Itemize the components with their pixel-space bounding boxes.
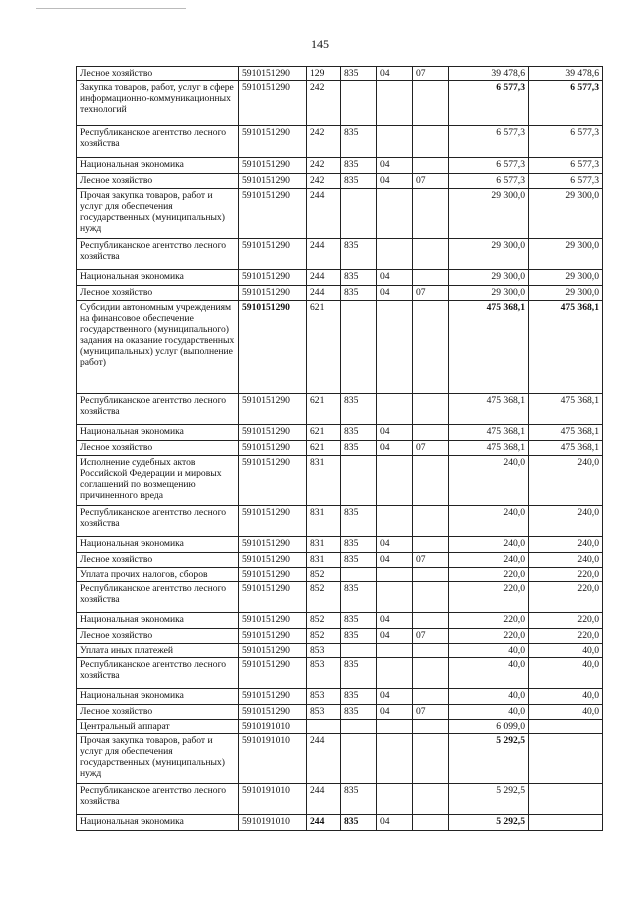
target-code-cell: 5910151290 (239, 189, 307, 239)
expense-type-cell: 244 (307, 270, 341, 286)
table-row (77, 734, 603, 784)
table-row (77, 613, 603, 629)
amount-next-cell: 240,0 (529, 537, 603, 553)
ministry-code-cell: 835 (341, 705, 377, 720)
row-name-cell: Республиканское агентство лесного хозяйства (77, 784, 239, 815)
section-code-cell: 04 (377, 441, 413, 456)
row-name-cell: Лесное хозяйство (77, 286, 239, 301)
expense-type-cell: 852 (307, 629, 341, 644)
row-name-cell: Центральный аппарат (77, 720, 239, 734)
subsection-code-cell (413, 394, 449, 425)
target-code-cell: 5910151290 (239, 568, 307, 582)
ministry-code-cell: 835 (341, 582, 377, 613)
subsection-code-cell: 07 (413, 286, 449, 301)
scan-edge-line (36, 8, 186, 9)
expense-type-cell: 621 (307, 441, 341, 456)
ministry-code-cell: 835 (341, 270, 377, 286)
target-code-cell: 5910151290 (239, 425, 307, 441)
row-name-cell: Лесное хозяйство (77, 174, 239, 189)
page-number: 145 (311, 37, 329, 51)
amount-cell: 475 368,1 (449, 425, 529, 441)
target-code-cell: 5910151290 (239, 537, 307, 553)
ministry-code-cell: 835 (341, 506, 377, 537)
subsection-code-cell (413, 189, 449, 239)
expense-type-cell: 852 (307, 582, 341, 613)
expense-type-cell: 244 (307, 784, 341, 815)
ministry-code-cell: 835 (341, 613, 377, 629)
expense-type-cell: 242 (307, 158, 341, 174)
subsection-code-cell (413, 239, 449, 270)
section-code-cell: 04 (377, 553, 413, 568)
table-row (77, 815, 603, 831)
amount-cell: 29 300,0 (449, 189, 529, 239)
target-code-cell: 5910191010 (239, 720, 307, 734)
target-code-cell: 5910151290 (239, 613, 307, 629)
table-row (77, 425, 603, 441)
subsection-code-cell (413, 301, 449, 394)
row-name-cell: Национальная экономика (77, 425, 239, 441)
amount-cell: 240,0 (449, 537, 529, 553)
row-name-cell: Исполнение судебных актов Российской Федерации и мировых соглашений по возмещению причиненного вреда (77, 456, 239, 506)
row-name-cell: Лесное хозяйство (77, 705, 239, 720)
target-code-cell: 5910151290 (239, 174, 307, 189)
expense-type-cell: 621 (307, 425, 341, 441)
section-code-cell: 04 (377, 705, 413, 720)
target-code-cell: 5910151290 (239, 506, 307, 537)
table-row (77, 174, 603, 189)
expense-type-cell: 831 (307, 506, 341, 537)
table-row (77, 658, 603, 689)
section-code-cell (377, 644, 413, 658)
expense-type-cell: 831 (307, 537, 341, 553)
subsection-code-cell (413, 720, 449, 734)
section-code-cell (377, 394, 413, 425)
section-code-cell: 04 (377, 425, 413, 441)
amount-cell: 40,0 (449, 644, 529, 658)
target-code-cell: 5910151290 (239, 456, 307, 506)
target-code-cell: 5910151290 (239, 689, 307, 705)
amount-next-cell: 475 368,1 (529, 441, 603, 456)
table-row (77, 537, 603, 553)
amount-cell: 220,0 (449, 629, 529, 644)
row-name-cell: Уплата иных платежей (77, 644, 239, 658)
amount-next-cell: 220,0 (529, 582, 603, 613)
row-name-cell: Прочая закупка товаров, работ и услуг для обеспечения государственных (муниципальных) нужд (77, 734, 239, 784)
amount-next-cell: 29 300,0 (529, 270, 603, 286)
subsection-code-cell (413, 270, 449, 286)
table-row (77, 456, 603, 506)
subsection-code-cell (413, 734, 449, 784)
section-code-cell: 04 (377, 613, 413, 629)
amount-cell: 240,0 (449, 506, 529, 537)
section-code-cell: 04 (377, 286, 413, 301)
amount-cell: 6 577,3 (449, 174, 529, 189)
expense-type-cell: 242 (307, 126, 341, 158)
expense-type-cell: 244 (307, 286, 341, 301)
section-code-cell (377, 189, 413, 239)
target-code-cell: 5910151290 (239, 239, 307, 270)
amount-next-cell: 6 577,3 (529, 81, 603, 126)
amount-cell: 39 478,6 (449, 67, 529, 81)
amount-cell: 29 300,0 (449, 286, 529, 301)
table-row (77, 67, 603, 81)
target-code-cell: 5910151290 (239, 658, 307, 689)
subsection-code-cell (413, 815, 449, 831)
expense-type-cell: 621 (307, 394, 341, 425)
row-name-cell: Национальная экономика (77, 613, 239, 629)
amount-next-cell: 6 577,3 (529, 126, 603, 158)
table-row (77, 629, 603, 644)
amount-next-cell: 6 577,3 (529, 174, 603, 189)
ministry-code-cell (341, 720, 377, 734)
amount-next-cell (529, 815, 603, 831)
subsection-code-cell: 07 (413, 174, 449, 189)
amount-cell: 5 292,5 (449, 815, 529, 831)
table-row (77, 689, 603, 705)
expense-type-cell: 244 (307, 189, 341, 239)
table-row (77, 270, 603, 286)
row-name-cell: Лесное хозяйство (77, 629, 239, 644)
amount-cell: 5 292,5 (449, 784, 529, 815)
amount-next-cell: 475 368,1 (529, 425, 603, 441)
amount-cell: 240,0 (449, 456, 529, 506)
expense-type-cell: 853 (307, 705, 341, 720)
row-name-cell: Национальная экономика (77, 158, 239, 174)
ministry-code-cell: 835 (341, 239, 377, 270)
table-row (77, 553, 603, 568)
expense-type-cell: 242 (307, 81, 341, 126)
amount-cell: 5 292,5 (449, 734, 529, 784)
amount-next-cell: 40,0 (529, 705, 603, 720)
amount-next-cell: 240,0 (529, 553, 603, 568)
table-row (77, 158, 603, 174)
amount-cell: 6 577,3 (449, 81, 529, 126)
subsection-code-cell: 07 (413, 67, 449, 81)
ministry-code-cell: 835 (341, 815, 377, 831)
subsection-code-cell (413, 537, 449, 553)
row-name-cell: Республиканское агентство лесного хозяйства (77, 582, 239, 613)
subsection-code-cell (413, 126, 449, 158)
subsection-code-cell (413, 582, 449, 613)
row-name-cell: Лесное хозяйство (77, 441, 239, 456)
subsection-code-cell (413, 81, 449, 126)
row-name-cell: Прочая закупка товаров, работ и услуг для обеспечения государственных (муниципальных) нужд (77, 189, 239, 239)
target-code-cell: 5910151290 (239, 644, 307, 658)
section-code-cell: 04 (377, 174, 413, 189)
amount-cell: 6 577,3 (449, 158, 529, 174)
table-row (77, 301, 603, 394)
amount-cell: 475 368,1 (449, 394, 529, 425)
subsection-code-cell: 07 (413, 553, 449, 568)
section-code-cell (377, 456, 413, 506)
section-code-cell: 04 (377, 689, 413, 705)
section-code-cell: 04 (377, 270, 413, 286)
expense-type-cell: 853 (307, 644, 341, 658)
row-name-cell: Республиканское агентство лесного хозяйства (77, 658, 239, 689)
amount-next-cell: 475 368,1 (529, 301, 603, 394)
budget-table (76, 66, 603, 831)
amount-cell: 40,0 (449, 705, 529, 720)
table-row (77, 394, 603, 425)
table-row (77, 582, 603, 613)
expense-type-cell: 831 (307, 456, 341, 506)
table-row (77, 239, 603, 270)
amount-next-cell (529, 734, 603, 784)
section-code-cell: 04 (377, 158, 413, 174)
section-code-cell: 04 (377, 537, 413, 553)
subsection-code-cell (413, 568, 449, 582)
amount-cell: 6 577,3 (449, 126, 529, 158)
expense-type-cell: 244 (307, 734, 341, 784)
subsection-code-cell: 07 (413, 441, 449, 456)
ministry-code-cell: 835 (341, 658, 377, 689)
subsection-code-cell (413, 689, 449, 705)
table-row (77, 286, 603, 301)
ministry-code-cell (341, 81, 377, 126)
amount-cell: 475 368,1 (449, 301, 529, 394)
amount-next-cell: 29 300,0 (529, 239, 603, 270)
target-code-cell: 5910151290 (239, 67, 307, 81)
ministry-code-cell: 835 (341, 425, 377, 441)
section-code-cell: 04 (377, 815, 413, 831)
ministry-code-cell: 835 (341, 158, 377, 174)
expense-type-cell: 853 (307, 658, 341, 689)
section-code-cell (377, 568, 413, 582)
table-row (77, 720, 603, 734)
table-row (77, 441, 603, 456)
ministry-code-cell (341, 568, 377, 582)
expense-type-cell: 242 (307, 174, 341, 189)
target-code-cell: 5910151290 (239, 286, 307, 301)
ministry-code-cell: 835 (341, 394, 377, 425)
section-code-cell (377, 239, 413, 270)
amount-cell: 220,0 (449, 568, 529, 582)
expense-type-cell: 852 (307, 613, 341, 629)
ministry-code-cell: 835 (341, 629, 377, 644)
subsection-code-cell (413, 158, 449, 174)
amount-next-cell: 220,0 (529, 568, 603, 582)
target-code-cell: 5910151290 (239, 158, 307, 174)
expense-type-cell: 244 (307, 239, 341, 270)
amount-next-cell: 220,0 (529, 629, 603, 644)
expense-type-cell: 244 (307, 815, 341, 831)
expense-type-cell: 129 (307, 67, 341, 81)
section-code-cell (377, 734, 413, 784)
row-name-cell: Закупка товаров, работ, услуг в сфере информационно-коммуникационных технологий (77, 81, 239, 126)
row-name-cell: Уплата прочих налогов, сборов (77, 568, 239, 582)
row-name-cell: Субсидии автономным учреждениям на финансовое обеспечение государственного (муниципального) задания на оказание государственных (муниципальных) услуг (выполнение работ) (77, 301, 239, 394)
amount-cell: 6 099,0 (449, 720, 529, 734)
ministry-code-cell (341, 189, 377, 239)
amount-cell: 40,0 (449, 658, 529, 689)
amount-cell: 220,0 (449, 613, 529, 629)
row-name-cell: Национальная экономика (77, 689, 239, 705)
section-code-cell (377, 720, 413, 734)
ministry-code-cell (341, 734, 377, 784)
section-code-cell (377, 301, 413, 394)
row-name-cell: Национальная экономика (77, 537, 239, 553)
amount-cell: 29 300,0 (449, 239, 529, 270)
target-code-cell: 5910151290 (239, 394, 307, 425)
amount-next-cell: 6 577,3 (529, 158, 603, 174)
table-row (77, 189, 603, 239)
section-code-cell (377, 582, 413, 613)
target-code-cell: 5910151290 (239, 81, 307, 126)
target-code-cell: 5910191010 (239, 734, 307, 784)
ministry-code-cell (341, 456, 377, 506)
row-name-cell: Республиканское агентство лесного хозяйства (77, 126, 239, 158)
row-name-cell: Республиканское агентство лесного хозяйства (77, 239, 239, 270)
ministry-code-cell: 835 (341, 174, 377, 189)
amount-next-cell: 240,0 (529, 456, 603, 506)
amount-next-cell: 29 300,0 (529, 189, 603, 239)
ministry-code-cell (341, 644, 377, 658)
amount-cell: 475 368,1 (449, 441, 529, 456)
row-name-cell: Национальная экономика (77, 815, 239, 831)
ministry-code-cell: 835 (341, 441, 377, 456)
ministry-code-cell: 835 (341, 126, 377, 158)
subsection-code-cell (413, 784, 449, 815)
section-code-cell (377, 506, 413, 537)
ministry-code-cell: 835 (341, 286, 377, 301)
expense-type-cell: 852 (307, 568, 341, 582)
table-row (77, 126, 603, 158)
amount-cell: 29 300,0 (449, 270, 529, 286)
amount-next-cell: 40,0 (529, 658, 603, 689)
expense-type-cell (307, 720, 341, 734)
ministry-code-cell: 835 (341, 784, 377, 815)
amount-next-cell: 39 478,6 (529, 67, 603, 81)
amount-cell: 220,0 (449, 582, 529, 613)
amount-next-cell: 29 300,0 (529, 286, 603, 301)
table-row (77, 568, 603, 582)
table-row (77, 81, 603, 126)
amount-next-cell (529, 720, 603, 734)
section-code-cell (377, 784, 413, 815)
subsection-code-cell (413, 658, 449, 689)
subsection-code-cell (413, 613, 449, 629)
subsection-code-cell (413, 506, 449, 537)
target-code-cell: 5910151290 (239, 629, 307, 644)
ministry-code-cell: 835 (341, 67, 377, 81)
ministry-code-cell: 835 (341, 689, 377, 705)
target-code-cell: 5910151290 (239, 301, 307, 394)
target-code-cell: 5910151290 (239, 582, 307, 613)
table-row (77, 784, 603, 815)
amount-next-cell: 220,0 (529, 613, 603, 629)
subsection-code-cell (413, 425, 449, 441)
expense-type-cell: 853 (307, 689, 341, 705)
target-code-cell: 5910151290 (239, 705, 307, 720)
target-code-cell: 5910191010 (239, 784, 307, 815)
target-code-cell: 5910151290 (239, 441, 307, 456)
ministry-code-cell: 835 (341, 537, 377, 553)
ministry-code-cell (341, 301, 377, 394)
amount-next-cell (529, 784, 603, 815)
row-name-cell: Лесное хозяйство (77, 67, 239, 81)
amount-cell: 40,0 (449, 689, 529, 705)
section-code-cell: 04 (377, 67, 413, 81)
amount-next-cell: 240,0 (529, 506, 603, 537)
section-code-cell (377, 658, 413, 689)
section-code-cell (377, 126, 413, 158)
row-name-cell: Национальная экономика (77, 270, 239, 286)
amount-next-cell: 475 368,1 (529, 394, 603, 425)
subsection-code-cell (413, 456, 449, 506)
section-code-cell (377, 81, 413, 126)
ministry-code-cell: 835 (341, 553, 377, 568)
amount-next-cell: 40,0 (529, 689, 603, 705)
table-row (77, 705, 603, 720)
target-code-cell: 5910151290 (239, 126, 307, 158)
target-code-cell: 5910151290 (239, 270, 307, 286)
row-name-cell: Республиканское агентство лесного хозяйства (77, 394, 239, 425)
table-row (77, 506, 603, 537)
amount-next-cell: 40,0 (529, 644, 603, 658)
subsection-code-cell: 07 (413, 705, 449, 720)
expense-type-cell: 831 (307, 553, 341, 568)
section-code-cell: 04 (377, 629, 413, 644)
subsection-code-cell (413, 644, 449, 658)
table-row (77, 644, 603, 658)
subsection-code-cell: 07 (413, 629, 449, 644)
row-name-cell: Республиканское агентство лесного хозяйства (77, 506, 239, 537)
row-name-cell: Лесное хозяйство (77, 553, 239, 568)
expense-type-cell: 621 (307, 301, 341, 394)
amount-cell: 240,0 (449, 553, 529, 568)
target-code-cell: 5910191010 (239, 815, 307, 831)
target-code-cell: 5910151290 (239, 553, 307, 568)
